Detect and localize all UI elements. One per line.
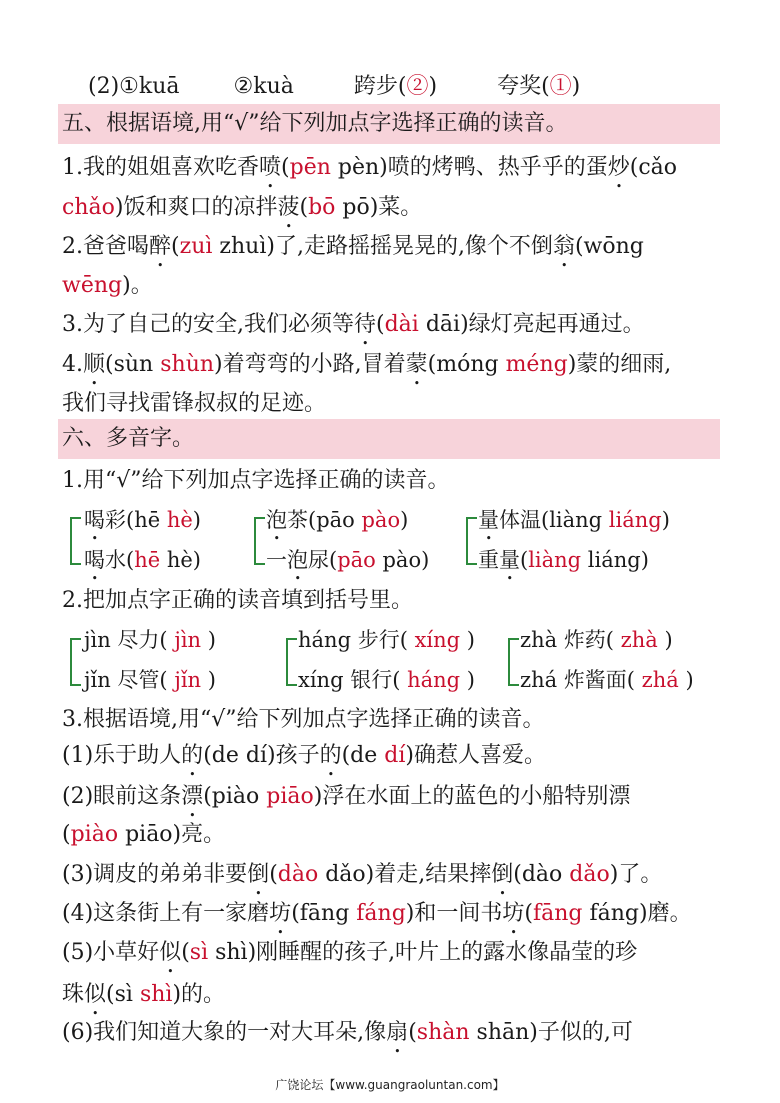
s6-item-5b [62,980,225,1020]
bracket [70,517,81,565]
text: (1)乐于助人 [62,743,182,768]
dotted-char: 坊 [269,901,292,926]
dotted-char: 喝 [84,508,105,532]
h3-row-2 [520,666,694,694]
text: jǐn 尽管( [84,668,168,692]
text: háng 步行( [298,628,408,652]
answer: pēn [289,155,331,180]
text: ( [524,901,533,926]
dotted-char: 的 [181,743,204,768]
text: (4)这条街上有一家磨 [62,901,270,926]
answer: chǎo [62,195,115,220]
s6-item-3 [62,860,662,900]
answer-kuabu: ② [406,74,429,99]
text: )饭和爽口的凉拌 [114,195,278,220]
text: (2)眼前这条 [62,784,182,809]
s5-line-2 [62,193,422,233]
word-kuajiang: 夸奖( [497,74,550,99]
text: )着弯弯的小路,冒着 [214,352,406,377]
text: 尿( [308,548,338,572]
text: ( [376,312,385,337]
text: (móng [427,352,506,377]
dotted-char: 量 [478,508,499,532]
s5-line-1 [62,153,677,193]
answer: piào [70,822,119,847]
answer: bō [308,195,336,220]
text: (6)我们知道大象的一对大耳朵,像 [62,1020,387,1045]
dotted-char: 漂 [181,784,204,809]
answer: pào [361,508,401,532]
text: ) [207,668,216,692]
h2-row-2 [298,666,475,694]
h2-row-1 [298,626,475,654]
s6-item-4 [62,899,692,939]
text: ) [207,628,216,652]
text: 茶(pāo [287,508,362,532]
g2-row-1 [266,506,408,545]
s6-item-1 [62,741,546,781]
dotted-char: 炒 [607,155,630,180]
dotted-char: 待 [353,312,376,337]
s5-line-5 [62,310,645,350]
text: liáng) [581,548,649,572]
bracket [466,517,477,565]
text: ) [661,508,670,532]
text: zhá 炸酱面( [520,668,635,692]
g1-row-1 [84,506,201,545]
answer: liáng [608,508,662,532]
text: (sùn [105,352,161,377]
option-1: (2)①kuā [88,74,180,99]
answer: piāo [266,784,314,809]
s5-line-4 [62,271,153,301]
text: 水( [105,548,135,572]
text: 珠 [62,982,85,1007]
answer-kuajiang: ① [549,74,572,99]
answer: hē [134,548,161,572]
dotted-char: 似 [159,940,182,965]
text: )浮在水面上的蓝色的小船特别漂 [313,784,631,809]
text: dǎo)着走,结果摔 [318,862,492,887]
dotted-char: 翁 [552,234,575,259]
g2-row-2 [266,546,429,585]
dotted-char: 喷 [259,155,282,180]
text: ) [664,628,673,652]
dotted-char: 的 [319,743,342,768]
dotted-char: 蒙 [405,352,428,377]
text: 3.为了自己的安全,我们必须等 [62,312,354,337]
text: (fāng [291,901,357,926]
text: shì)刚睡醒的孩子,叶片上的露水像晶莹的珍 [208,940,638,965]
text: (dào [513,862,570,887]
option-2: ②kuà [233,74,294,99]
s6-q3: 3.根据语境,用“√”给下列加点字选择正确的读音。 [62,707,545,732]
text: ) [685,668,694,692]
text: (sì [106,982,140,1007]
s6-q2: 2.把加点字正确的读音填到括号里。 [62,588,413,613]
text: zhà 炸药( [520,628,614,652]
dotted-char: 醉 [149,234,172,259]
answer: dài [384,312,419,337]
text: )。 [122,273,153,298]
footer-source: 广饶论坛【www.guangraoluntan.com】 [275,1078,505,1092]
text: (cǎo [629,155,678,180]
dotted-char: 喝 [84,548,105,572]
answer: zhà [620,628,658,652]
text: pèn)喷的烤鸭、热乎乎的蛋 [330,155,608,180]
dotted-char: 倒 [247,862,270,887]
paren: ) [571,74,581,99]
text: (de dí)孩子 [203,743,320,768]
text: pō)菜。 [335,195,423,220]
text: pào) [375,548,430,572]
s6-q1: 1.用“√”给下列加点字选择正确的读音。 [62,468,450,493]
text: 彩(hē [105,508,167,532]
answer: wēng [62,273,123,298]
text: (piào [203,784,267,809]
answer: hè [166,508,193,532]
text: ( [181,940,190,965]
text: (de [341,743,385,768]
text: 体温(liàng [499,508,609,532]
text: )和一间书 [405,901,503,926]
text: )确惹人喜爱。 [405,743,546,768]
text: ( [520,548,529,572]
dotted-char: 泡 [287,548,308,572]
s6-item-2 [62,782,630,822]
bracket [508,638,519,686]
text: shān)子似的,可 [469,1020,633,1045]
word-kuabu: 跨步( [353,74,407,99]
text: ( [269,862,278,887]
answer: dí [384,743,406,768]
answer-line-2 [88,72,580,102]
dotted-char: 泡 [266,508,287,532]
text: ) [466,628,475,652]
text: ( [299,195,309,220]
text: ) [192,508,201,532]
text: (3)调皮的弟弟非要 [62,862,248,887]
answer: pāo [337,548,376,572]
dotted-char: 坊 [502,901,525,926]
bracket [70,638,81,686]
text: hè) [160,548,201,572]
s6-item-2b [62,820,225,850]
answer: liàng [528,548,582,572]
answer: xíng [414,628,461,652]
answer: méng [505,352,568,377]
text: ( [408,1020,417,1045]
answer: zhá [641,668,679,692]
bracket [286,638,297,686]
answer: shàn [416,1020,470,1045]
text: 一 [266,548,287,572]
text: )了。 [609,862,663,887]
text: )的。 [172,982,226,1007]
h1-row-1 [84,626,216,654]
text: jìn 尽力( [84,628,168,652]
answer: dǎo [569,862,610,887]
text: ( [281,155,290,180]
answer: sì [189,940,209,965]
text: piāo)亮。 [118,822,226,847]
answer: fāng [533,901,583,926]
s5-line-3 [62,232,644,272]
h1-row-2 [84,666,216,694]
s6-item-6 [62,1018,633,1058]
dotted-char: 顺 [83,352,106,377]
section-5-title: 五、根据语境,用“√”给下列加点字选择正确的读音。 [62,111,568,136]
text: (wōng [574,234,644,259]
section-6-title: 六、多音字。 [62,426,195,451]
answer: jìn [174,628,202,652]
text: )蒙的细雨, [567,352,672,377]
dotted-char: 量 [499,548,520,572]
g3-row-1 [478,506,670,545]
answer: shì [139,982,173,1007]
answer: zuì [179,234,213,259]
answer: jǐn [174,668,202,692]
text: ) [400,508,409,532]
bracket [254,517,265,565]
s5-line-7: 我们寻找雷锋叔叔的足迹。 [62,391,327,416]
g3-row-2 [478,546,649,585]
text: 4. [62,352,83,377]
answer: dào [277,862,319,887]
answer: shùn [160,352,215,377]
g1-row-2 [84,546,201,585]
text: 1.我的姐姐喜欢吃香 [62,155,259,180]
text: zhuì)了,走路摇摇晃晃的,像个不倒 [212,234,553,259]
text: dāi)绿灯亮起再通过。 [418,312,645,337]
text: fáng)磨。 [582,901,692,926]
paren: ) [428,74,438,99]
s6-item-5 [62,938,637,978]
dotted-char: 似 [84,982,107,1007]
dotted-char: 菠 [277,195,300,220]
s5-line-6 [62,350,671,390]
text: (5)小草好 [62,940,160,965]
h3-row-1 [520,626,673,654]
answer: fáng [356,901,406,926]
text: xíng 银行( [298,668,401,692]
text: ( [171,234,180,259]
text: ( [62,822,71,847]
text: 重 [478,548,499,572]
answer: háng [407,668,461,692]
dotted-char: 倒 [491,862,514,887]
dotted-char: 扇 [386,1020,409,1045]
text: 2.爸爸喝 [62,234,149,259]
text: ) [466,668,475,692]
